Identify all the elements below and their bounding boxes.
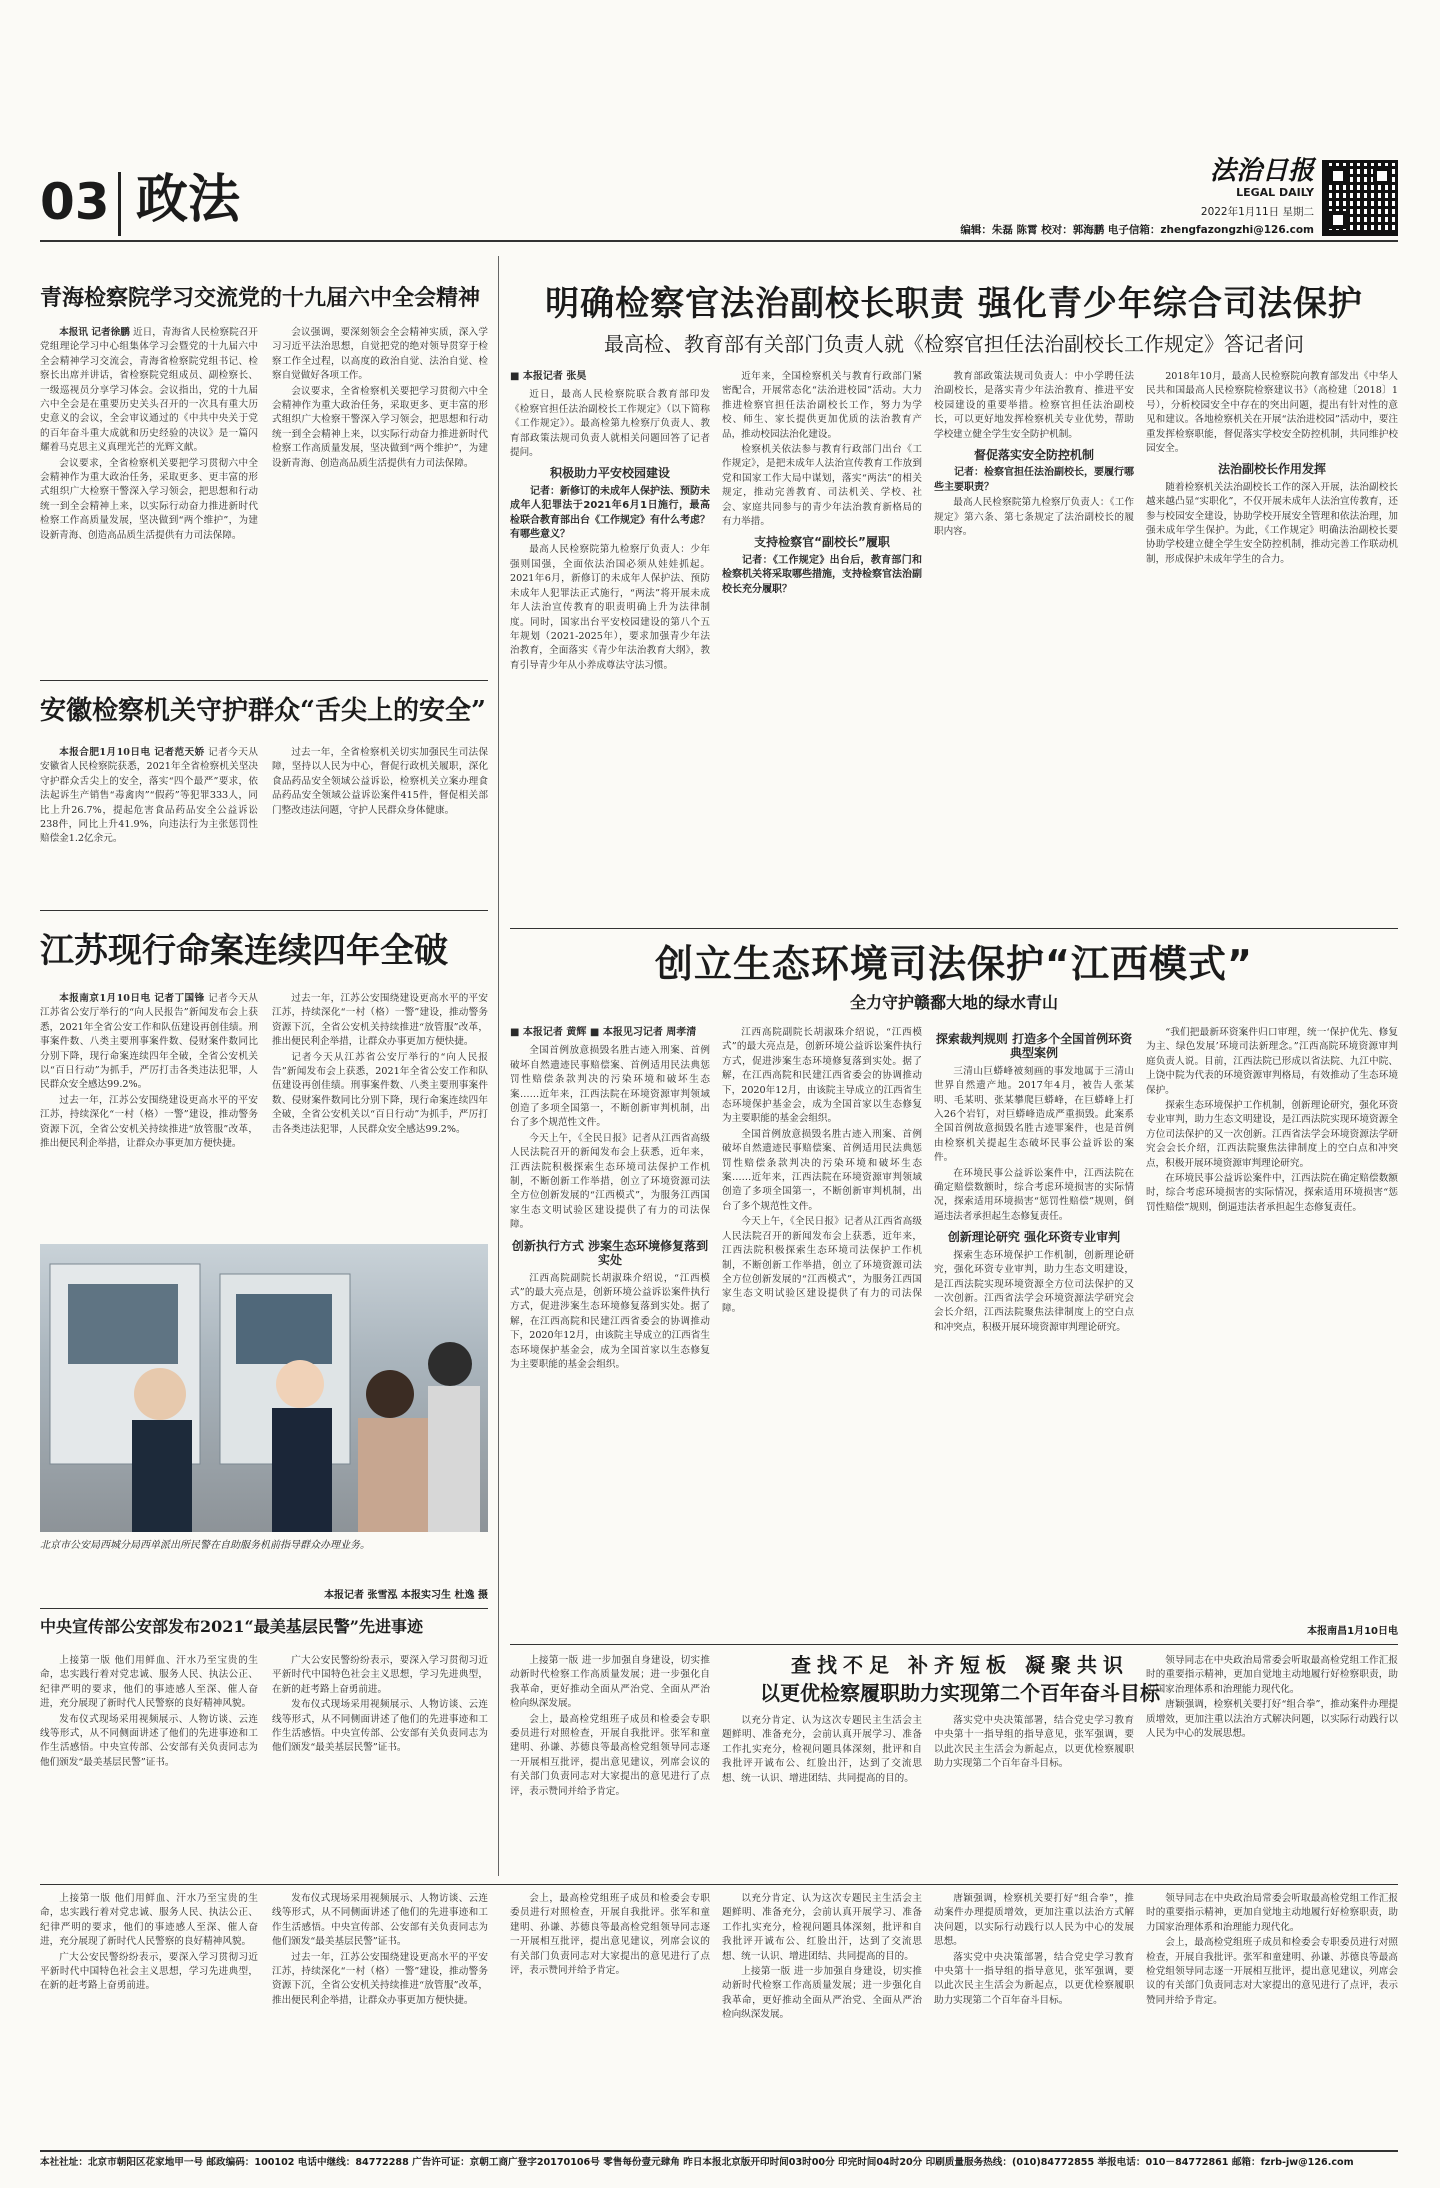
paragraph: 会议强调，要深刻领会全会精神实质，深入学习习近平法治思想，自觉把党的绝对领导贯穿于检察工作全过程，以高度的政治自觉、法治自觉、检察自觉做好各项工作。 <box>272 327 488 382</box>
continuation-col-5 <box>934 1892 1134 2142</box>
jiangxi-col-2 <box>722 1026 922 1638</box>
byline: 本报南京1月10日电 记者丁国锋 <box>59 993 205 1004</box>
article-body-qinghai-2 <box>272 326 488 666</box>
paragraph: 上接第一版 进一步加强自身建设，切实推动新时代检察工作高质量发展；进一步强化自我革命，更好推动全面从严治党、全面从严治检向纵深发展。 <box>510 1655 710 1710</box>
section-heading: 创新理论研究 强化环资专业审判 <box>947 1230 1121 1245</box>
article-body-jiangsu-2 <box>272 992 488 1234</box>
paragraph: 上接第一版 进一步加强自身建设，切实推动新时代检察工作高质量发展；进一步强化自我革命，更好推动全面从严治党、全面从严治检向纵深发展。 <box>722 1966 922 2021</box>
paragraph: 随着检察机关法治副校长工作的深入开展，法治副校长越来越凸显“实职化”，不仅开展未成年人法治宣传教育，还参与校园安全建设，协助学校开展安全管理和依法治理，加强未成年学生保护。为此，《工作规定》明确法治副校长要协助学校建立健全学生安全防控机制，推动完善工作联动机制，形成保护未成年学生的合力。 <box>1146 481 1398 565</box>
continuation-col-2 <box>272 1892 488 2142</box>
paragraph: 2018年10月，最高人民检察院向教育部发出《中华人民共和国最高人民检察院检察建议书》（高检建〔2018〕1号），分析校园安全中存在的突出问题，提出有针对性的意见和建议。各地检察机关在开展“法治进校园”活动中，要注重发挥检察职能，督促落实学校安全防控机制，共同维护校园安全。 <box>1146 371 1398 455</box>
editors-line: 编辑：朱磊 陈霄 校对：郭海鹏 电子信箱：zhengfazongzhi@126.com <box>960 224 1314 236</box>
masthead-rule <box>40 240 1398 242</box>
paragraph: 会上，最高检党组班子成员和检委会专职委员进行对照检查，开展自我批评。张军和童建明、孙谦、苏德良等最高检党组领导同志逐一开展相互批评，提出意见建议，列席会议的有关部门负责同志对大家提出的意见进行了点评，表示赞同并给予肯定。 <box>510 1713 710 1797</box>
lead-col-3 <box>934 370 1134 920</box>
masthead-divider <box>118 172 121 236</box>
article-body-anhui-2 <box>272 746 488 898</box>
paragraph: 在环境民事公益诉讼案件中，江西法院在确定赔偿数额时，综合考虑环境损害的实际情况，探索适用环境损害“惩罚性赔偿”规则，倒逼违法者承担起生态修复责任。 <box>1146 1173 1398 1213</box>
jiangxi-subhead: 全力守护赣鄱大地的绿水青山 <box>849 993 1058 1012</box>
divider <box>510 1644 1398 1645</box>
article-body-police <box>40 1654 258 1876</box>
article-body-police-2 <box>272 1654 488 1876</box>
issue-date: 2022年1月11日 星期二 <box>1200 206 1314 218</box>
question: 记者：《工作规定》出台后，教育部门和检察机关将采取哪些措施，支持检察官法治副校长充分履职？ <box>722 554 922 595</box>
bottom-headline-1: 查找不足 补齐短板 凝聚共识 <box>791 1653 1129 1677</box>
section-heading: 积极助力平安校园建设 <box>549 466 670 481</box>
byline: ■ 本报记者 张昊 <box>510 371 587 382</box>
photo-credit: 本报记者 张雪泓 本报实习生 杜逸 摄 <box>324 1590 488 1601</box>
paragraph: 三清山巨蟒峰被刻画的事发地属于三清山世界自然遗产地。2017年4月，被告人张某明、毛某明、张某攀爬巨蟒峰，在巨蟒峰上打入26个岩钉，对巨蟒峰造成严重损毁。此案系全国首例故意损毁名胜古迹罪案件，也是首例由检察机关提起生态破坏民事公益诉讼的案件。 <box>934 1065 1134 1164</box>
paragraph: 广大公安民警纷纷表示，要深入学习贯彻习近平新时代中国特色社会主义思想，学习先进典型，在新的赶考路上奋勇前进。 <box>272 1655 488 1695</box>
news-photo <box>40 1244 488 1532</box>
lead-subhead: 最高检、教育部有关部门负责人就《检察官担任法治副校长工作规定》答记者问 <box>604 332 1304 356</box>
paragraph: 发布仪式现场采用视频展示、人物访谈、云连线等形式，从不同侧面讲述了他们的先进事迹和工作生活感悟。中央宣传部、公安部有关负责同志为他们颁发“最美基层民警”证书。 <box>272 1699 488 1754</box>
divider <box>40 680 488 681</box>
divider <box>40 1884 1398 1885</box>
paragraph: 全国首例放意损毁名胜古迹入刑案、首例破坏自然遗迹民事赔偿案、首例适用民法典惩罚性赔偿条款判决的污染环境和破坏生态案……近年来，江西法院在环境资源审判领域创造了多项全国第一，不断创新审判机制，出台了多个规范性文件。 <box>510 1045 710 1129</box>
article-headline-police: 中央宣传部公安部发布2021“最美基层民警”先进事迹 <box>40 1617 423 1636</box>
bottom-col-2 <box>722 1714 922 1876</box>
paragraph: 最高人民检察院第九检察厅负责人：少年强则国强，全面依法治国必须从娃娃抓起。2021年6月，新修订的未成年人保护法、预防未成年人犯罪法正式施行，“两法”将开展未成年人法治宣传教育的职责明确上升为法律制度。同时，国家出台平安校园建设的第八个五年规划（2021-2025年），要求加强青少年法治教育，全面落实《青少年法治教育大纲》，教育引导青少年从小养成尊法守法习惯。 <box>510 544 710 671</box>
question: 记者：检察官担任法治副校长，要履行哪些主要职责？ <box>934 467 1134 493</box>
jiangxi-col-4 <box>1146 1026 1398 1616</box>
paragraph: 近日，青海省人民检察院召开党组理论学习中心组集体学习会暨党的十九届六中全会精神学习交流会，青海省检察院党组书记、检察长出席并讲话，省检察院党组成员、副检察长、一级巡视员分享学习体会。会议指出，党的十九届六中全会是在重要历史关头召开的一次具有重大历史意义的会议，全会审议通过的《中共中央关于党的百年奋斗重大成就和历史经验的决议》是一篇闪耀着马克思主义真理光芒的光辉文献。 <box>40 327 258 454</box>
paragraph: 会上，最高检党组班子成员和检委会专职委员进行对照检查，开展自我批评。张军和童建明、孙谦、苏德良等最高检党组领导同志逐一开展相互批评，提出意见建议，列席会议的有关部门负责同志对大家提出的意见进行了点评，表示赞同并给予肯定。 <box>1146 1937 1398 2006</box>
section-heading: 探索裁判规则 打造多个全国首例环资典型案例 <box>935 1032 1133 1061</box>
paragraph: 落实党中央决策部署，结合党史学习教育中央第十一指导组的指导意见，张军强调，要以此次民主生活会为新起点，以更优检察履职助力实现第二个百年奋斗目标。 <box>934 1715 1134 1770</box>
bottom-col-4 <box>1146 1654 1398 1876</box>
jiangxi-headline: 创立生态环境司法保护“江西模式” <box>655 942 1253 986</box>
byline: ■ 本报记者 黄辉 ■ 本报见习记者 周孝清 <box>510 1027 697 1038</box>
byline: 本报讯 记者徐鹏 <box>59 327 130 338</box>
bottom-col-1 <box>510 1654 710 1876</box>
paragraph: 近日，最高人民检察院联合教育部印发《检察官担任法治副校长工作规定》（以下简称《工作规定》）。最高检第九检察厅负责人、教育部政策法规司负责人就相关问题回答了记者提问。 <box>510 389 710 459</box>
paragraph: 江西高院副院长胡淑珠介绍说，“江西模式”的最大亮点是，创新环境公益诉讼案件执行方式，促进涉案生态环境修复落到实处。据了解，在江西高院和民建江西省委会的协调推动下，2020年12月，由该院主导成立的江西省生态环境保护基金会，成为全国首家以生态修复为主要职能的基金会组织。 <box>722 1027 922 1125</box>
article-headline-jiangsu: 江苏现行命案连续四年全破 <box>40 931 448 971</box>
paragraph: 以充分肯定、认为这次专题民主生活会主题鲜明、准备充分，会前认真开展学习、准备工作扎实充分，检视问题具体深刻，批评和自我批评开诚布公、红脸出汗，达到了交流思想、统一认识、增进团结、共同提高的目的。 <box>722 1715 922 1784</box>
paragraph: 唐颖强调，检察机关要打好“组合拳”，推动案件办理提质增效，更加注重以法治方式解决问题，以实际行动践行以人民为中心的发展思想。 <box>934 1893 1134 1948</box>
paragraph: 全国首例放意损毁名胜古迹入刑案、首例破坏自然遗迹民事赔偿案、首例适用民法典惩罚性赔偿条款判决的污染环境和破坏生态案……近年来，江西法院在环境资源审判领域创造了多项全国第一，不断创新审判机制，出台了多个规范性文件。 <box>722 1128 922 1212</box>
divider <box>40 1608 488 1609</box>
page-number: 03 <box>40 173 110 231</box>
paragraph: 过去一年，江苏公安围绕建设更高水平的平安江苏，持续深化“一村（格）一警”建设，推动警务资源下沉，全省公安机关持续推进“放管服”改革，推出便民利企举措，让群众办事更加方便快捷。 <box>40 1094 258 1150</box>
paragraph: 记者今天从江苏省公安厅举行的“向人民报告”新闻发布会上获悉，2021年全省公安工作和队伍建设再创佳绩。刑事案件数、八类主要刑事案件数、侵财案件数同比分别下降，现行命案连续四年全破，全省公安机关以“百日行动”为抓手，严厉打击各类违法犯罪，人民群众安全感达99.2%。 <box>272 1051 488 1135</box>
lead-col-2 <box>722 370 922 920</box>
jiangxi-col-1 <box>510 1026 710 1638</box>
divider <box>40 910 488 911</box>
continuation-col-3 <box>510 1892 710 2142</box>
paragraph: 会上，最高检党组班子成员和检委会专职委员进行对照检查，开展自我批评。张军和童建明、孙谦、苏德良等最高检党组领导同志逐一开展相互批评，提出意见建议，列席会议的有关部门负责同志对大家提出的意见进行了点评，表示赞同并给予肯定。 <box>510 1893 710 1977</box>
paragraph: 上接第一版 他们用鲜血、汗水乃至宝贵的生命，忠实践行着对党忠诚、服务人民、执法公正、纪律严明的要求，他们的事迹感人至深、催人奋进，充分展现了新时代人民警察的良好精神风貌。 <box>40 1655 258 1710</box>
paragraph: 检察机关依法参与教育行政部门出台《工作规定》，是把未成年人法治宣传教育工作放到党和国家工作大局中谋划，落实“两法”的相关规定，推动完善教育、司法机关、学校、社会、家庭共同参与的青少年法治教育新格局的有力举措。 <box>722 444 922 528</box>
footer-info: 本社社址：北京市朝阳区花家地甲一号 邮政编码：100102 电话中继线：84772288 广告许可证：京朝工商广登字20170106号 零售每份壹元肆角 昨日本报北京版开印时间03时00分 印完时间04时20分 印刷质量服务热线：(010)84772855 举报电话：010－84772861 邮箱：fzrb-jw@126.com <box>40 2157 1354 2168</box>
legal-daily-label: LEGAL DAILY <box>1236 186 1314 199</box>
lead-col-4 <box>1146 370 1398 920</box>
article-headline-qinghai: 青海检察院学习交流党的十九届六中全会精神 <box>40 285 481 311</box>
paragraph: 探索生态环境保护工作机制，创新理论研究，强化环资专业审判，助力生态文明建设，是江西法院实现环境资源全方位司法保护的又一次创新。江西省法学会环境资源法学研究会会长介绍，江西法院聚焦法律制度上的空白点和冲突点，积极开展环境资源审判理论研究。 <box>1146 1100 1398 1169</box>
paragraph: 在环境民事公益诉讼案件中，江西法院在确定赔偿数额时，综合考虑环境损害的实际情况，探索适用环境损害“惩罚性赔偿”规则，倒逼违法者承担起生态修复责任。 <box>934 1167 1134 1222</box>
section-heading: 支持检察官“副校长”履职 <box>754 535 890 550</box>
article-body-anhui <box>40 746 258 898</box>
lead-headline: 明确检察官法治副校长职责 强化青少年综合司法保护 <box>545 284 1363 324</box>
divider <box>510 928 1398 929</box>
paragraph: 发布仪式现场采用视频展示、人物访谈、云连线等形式，从不同侧面讲述了他们的先进事迹和工作生活感悟。中央宣传部、公安部有关负责同志为他们颁发“最美基层民警”证书。 <box>272 1893 488 1948</box>
bottom-headline-2: 以更优检察履职助力实现第二个百年奋斗目标 <box>760 1681 1160 1705</box>
paragraph: 过去一年，全省检察机关切实加强民生司法保障，坚持以人民为中心，督促行政机关履职，深化食品药品安全领域公益诉讼，检察机关立案办理食品药品安全领域公益诉讼案件415件，督促相关部门整改违法问题，守护人民群众身体健康。 <box>272 747 488 816</box>
paragraph: 落实党中央决策部署，结合党史学习教育中央第十一指导组的指导意见，张军强调，要以此次民主生活会为新起点，以更优检察履职助力实现第二个百年奋斗目标。 <box>934 1951 1134 2006</box>
article-body-jiangsu <box>40 992 258 1234</box>
bottom-col-3 <box>934 1714 1134 1876</box>
paper-name: 法治日报 <box>1209 156 1314 186</box>
question: 记者：新修订的未成年人保护法、预防未成年人犯罪法于2021年6月1日施行，最高检联合教育部出台《工作规定》有什么考虑？有哪些意义？ <box>510 485 710 541</box>
column-divider <box>498 256 499 1876</box>
paragraph: 以充分肯定、认为这次专题民主生活会主题鲜明、准备充分，会前认真开展学习、准备工作扎实充分，检视问题具体深刻，批评和自我批评开诚布公、红脸出汗，达到了交流思想、统一认识、增进团结、共同提高的目的。 <box>722 1893 922 1962</box>
paragraph: 会议要求，全省检察机关要把学习贯彻六中全会精神作为重大政治任务，采取更多、更丰富的形式组织广大检察干警深入学习领会，把思想和行动统一到全会精神上来，以实际行动奋力推进新时代检察工作高质量发展，坚决做到“两个维护”，为建设新青海、创造高品质生活提供有力司法保障。 <box>40 457 258 541</box>
dateline: 本报南昌1月10日电 <box>1307 1626 1398 1637</box>
paragraph: 唐颖强调，检察机关要打好“组合拳”，推动案件办理提质增效，更加注重以法治方式解决问题，以实际行动践行以人民为中心的发展思想。 <box>1146 1699 1398 1740</box>
paragraph: 过去一年，江苏公安围绕建设更高水平的平安江苏，持续深化“一村（格）一警”建设，推动警务资源下沉，全省公安机关持续推进“放管服”改革，推出便民利企举措，让群众办事更加方便快捷。 <box>272 1951 488 2006</box>
paragraph: 探索生态环境保护工作机制，创新理论研究，强化环资专业审判，助力生态文明建设，是江西法院实现环境资源全方位司法保护的又一次创新。江西省法学会环境资源法学研究会会长介绍，江西法院聚焦法律制度上的空白点和冲突点，积极开展环境资源审判理论研究。 <box>934 1249 1134 1333</box>
footer-rule <box>40 2150 1398 2152</box>
paragraph: 上接第一版 他们用鲜血、汗水乃至宝贵的生命，忠实践行着对党忠诚、服务人民、执法公正、纪律严明的要求，他们的事迹感人至深、催人奋进，充分展现了新时代人民警察的良好精神风貌。 <box>40 1893 258 1948</box>
article-body-qinghai <box>40 326 258 666</box>
byline: 本报合肥1月10日电 记者范天娇 <box>59 747 205 758</box>
qr-code-icon <box>1322 160 1398 236</box>
paragraph: 江西高院副院长胡淑珠介绍说，“江西模式”的最大亮点是，创新环境公益诉讼案件执行方式，促进涉案生态环境修复落到实处。据了解，在江西高院和民建江西省委会的协调推动下，2020年12月，由该院主导成立的江西省生态环境保护基金会，成为全国首家以生态修复为主要职能的基金会组织。 <box>510 1272 710 1370</box>
continuation-col-6 <box>1146 1892 1398 2142</box>
section-heading: 法治副校长作用发挥 <box>1217 462 1326 477</box>
section-heading: 创新执行方式 涉案生态环境修复落到实处 <box>511 1238 709 1268</box>
paragraph: 记者今天从江苏省公安厅举行的“向人民报告”新闻发布会上获悉，2021年全省公安工作和队伍建设再创佳绩。刑事案件数、八类主要刑事案件数、侵财案件数同比分别下降，现行命案连续四年全破，全省公安机关以“百日行动”为抓手，严厉打击各类违法犯罪，人民群众安全感达99.2%。 <box>40 993 258 1091</box>
paragraph: 今天上午，《全民日报》记者从江西省高级人民法院召开的新闻发布会上获悉，近年来，江西法院积极探索生态环境司法保护工作机制，不断创新工作举措，创立了环境资源司法全方位创新发展的“江西模式”，为服务江西国家生态文明试验区建设提供了有力的司法保障。 <box>722 1216 922 1314</box>
article-headline-anhui: 安徽检察机关守护群众“舌尖上的安全” <box>40 696 486 726</box>
jiangxi-col-3 <box>934 1026 1134 1638</box>
paragraph: “我们把最新环资案件归口审理，统一‘保护优先、修复为主、绿色发展’环境司法新理念。”江西高院环境资源审判庭负责人说。目前，江西法院已形成以省法院、九江中院、上饶中院为代表的环境资源审判格局，有效推动了生态环境保护。 <box>1146 1027 1398 1096</box>
paragraph: 近年来，全国检察机关与教育行政部门紧密配合，开展常态化“法治进校园”活动。大力推进检察官担任法治副校长工作，努力为学校、师生、家长提供更加优质的法治教育产品，推动校园法治化建设。 <box>722 371 922 440</box>
section-heading: 督促落实安全防控机制 <box>973 448 1094 463</box>
paragraph: 广大公安民警纷纷表示，要深入学习贯彻习近平新时代中国特色社会主义思想，学习先进典型，在新的赶考路上奋勇前进。 <box>40 1951 258 1992</box>
paragraph: 今天上午，《全民日报》记者从江西省高级人民法院召开的新闻发布会上获悉，近年来，江西法院积极探索生态环境司法保护工作机制，不断创新工作举措，创立了环境资源司法全方位创新发展的“江西模式”，为服务江西国家生态文明试验区建设提供了有力的司法保障。 <box>510 1132 710 1231</box>
paragraph: 领导同志在中央政治局常委会听取最高检党组工作汇报时的重要指示精神，更加自觉地主动地履行好检察职责，助力国家治理体系和治理能力现代化。 <box>1146 1655 1398 1695</box>
continuation-col-1 <box>40 1892 258 2142</box>
paragraph: 领导同志在中央政治局常委会听取最高检党组工作汇报时的重要指示精神，更加自觉地主动地履行好检察职责，助力国家治理体系和治理能力现代化。 <box>1146 1893 1398 1933</box>
paragraph: 过去一年，江苏公安围绕建设更高水平的平安江苏，持续深化“一村（格）一警”建设，推动警务资源下沉，全省公安机关持续推进“放管服”改革，推出便民利企举措，让群众办事更加方便快捷。 <box>272 993 488 1048</box>
lead-col-1 <box>510 370 710 920</box>
photo-caption: 北京市公安局西城分局西单派出所民警在自助服务机前指导群众办理业务。 <box>40 1540 370 1551</box>
paragraph: 教育部政策法规司负责人：中小学聘任法治副校长，是落实青少年法治教育、推进平安校园建设的重要举措。检察官担任法治副校长，可以更好地发挥检察机关专业优势，帮助学校建立健全学生安全防护机制。 <box>934 371 1134 440</box>
continuation-col-4 <box>722 1892 922 2142</box>
section-name: 政法 <box>136 170 241 230</box>
paragraph: 会议要求，全省检察机关要把学习贯彻六中全会精神作为重大政治任务，采取更多、更丰富的形式组织广大检察干警深入学习领会，把思想和行动统一到全会精神上来，以实际行动奋力推进新时代检察工作高质量发展，坚决做到“两个维护”，为建设新青海、创造高品质生活提供有力司法保障。 <box>272 385 488 469</box>
paragraph: 发布仪式现场采用视频展示、人物访谈、云连线等形式，从不同侧面讲述了他们的先进事迹和工作生活感悟。中央宣传部、公安部有关负责同志为他们颁发“最美基层民警”证书。 <box>40 1713 258 1768</box>
paragraph: 记者今天从安徽省人民检察院获悉，2021年全省检察机关坚决守护群众舌尖上的安全，落实“四个最严”要求，依法起诉生产销售“毒禽肉”“假药”等犯罪333人，同比上升26.7%，提起危害食品药品安全公益诉讼238件，同比上升41.9%，向违法行为主张惩罚性赔偿金1.2亿余元。 <box>40 747 258 845</box>
paragraph: 最高人民检察院第九检察厅负责人：《工作规定》第六条、第七条规定了法治副校长的履职内容。 <box>934 497 1134 538</box>
